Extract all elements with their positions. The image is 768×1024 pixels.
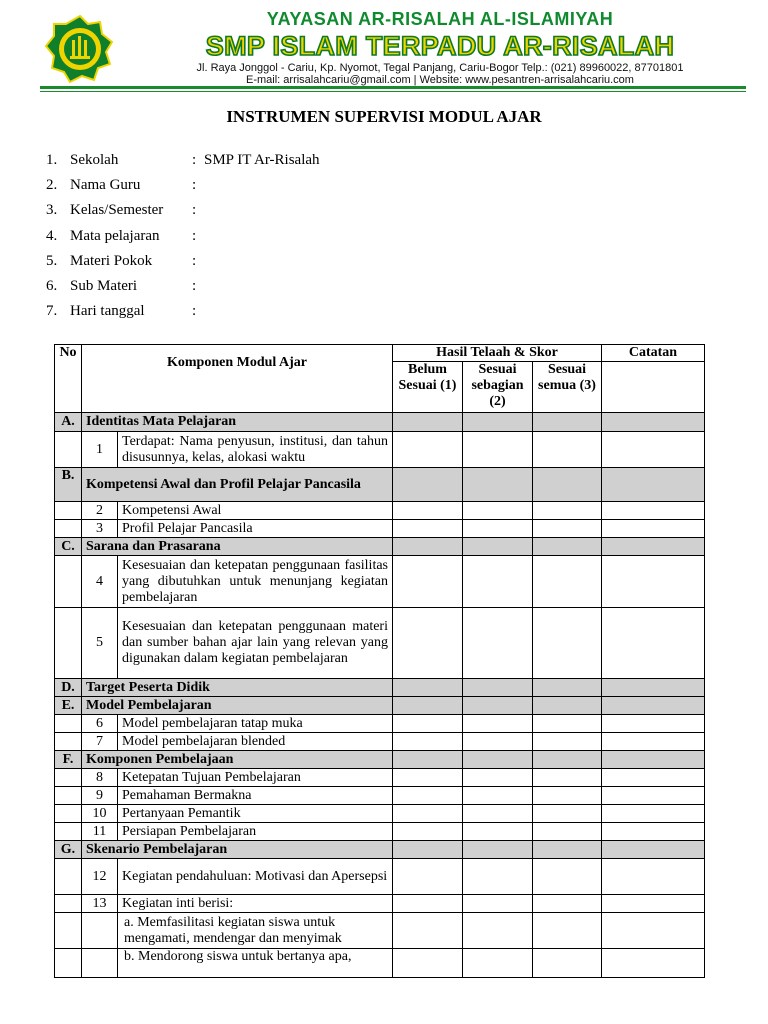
info-list	[46, 152, 320, 328]
document-title: INSTRUMEN SUPERVISI MODUL AJAR	[226, 107, 542, 126]
table-row	[55, 715, 705, 733]
item-text: Ketepatan Tujuan Pembelajaran	[118, 769, 393, 787]
section-letter: G.	[55, 841, 82, 859]
score-cell[interactable]	[393, 841, 463, 859]
score-cell[interactable]	[393, 949, 463, 978]
blank-cell	[55, 502, 82, 520]
blank-cell	[55, 823, 82, 841]
score-cell[interactable]	[463, 769, 533, 787]
info-row	[46, 152, 320, 177]
score-cell[interactable]	[533, 520, 602, 538]
score-cell[interactable]	[463, 556, 533, 608]
info-label: Hari tanggal	[70, 303, 145, 320]
item-number: 3	[82, 520, 118, 538]
score-cell[interactable]	[533, 949, 602, 978]
header-score-3: Sesuai semua (3)	[533, 362, 602, 413]
score-cell[interactable]	[463, 913, 533, 949]
notes-cell[interactable]	[602, 733, 705, 751]
table-row	[55, 502, 705, 520]
blank-cell	[55, 949, 82, 978]
info-row	[46, 177, 320, 202]
info-number: 5.	[46, 252, 58, 269]
notes-cell[interactable]	[602, 413, 705, 432]
letterhead	[130, 8, 750, 86]
table-header-row	[55, 345, 705, 362]
info-label: Sekolah	[70, 152, 119, 168]
school-emblem-icon	[44, 14, 116, 84]
header-no: No	[55, 345, 82, 413]
letterhead-rule	[40, 86, 746, 89]
item-number	[82, 949, 118, 978]
notes-cell[interactable]	[602, 841, 705, 859]
info-colon: :	[192, 177, 197, 194]
item-number: 5	[82, 608, 118, 679]
score-cell[interactable]	[393, 432, 463, 468]
score-cell[interactable]	[463, 413, 533, 432]
notes-cell[interactable]	[602, 715, 705, 733]
item-number: 13	[82, 895, 118, 913]
info-colon: :	[192, 227, 197, 244]
blank-cell	[55, 715, 82, 733]
notes-cell[interactable]	[602, 949, 705, 978]
letterhead-rule-thin	[40, 91, 746, 92]
score-cell[interactable]	[533, 733, 602, 751]
score-cell[interactable]	[533, 538, 602, 556]
score-cell[interactable]	[463, 805, 533, 823]
item-number: 8	[82, 769, 118, 787]
notes-cell[interactable]	[602, 805, 705, 823]
info-number: 2.	[46, 177, 58, 194]
score-cell[interactable]	[463, 859, 533, 895]
notes-cell[interactable]	[602, 859, 705, 895]
score-cell[interactable]	[533, 608, 602, 679]
info-number: 1.	[46, 152, 58, 168]
score-cell[interactable]	[463, 679, 533, 697]
score-cell[interactable]	[533, 697, 602, 715]
score-cell[interactable]	[463, 538, 533, 556]
table-row	[55, 608, 705, 679]
item-number	[82, 913, 118, 949]
score-cell[interactable]	[463, 468, 533, 502]
school-address: Jl. Raya Jonggol - Cariu, Kp. Nyomot, Tegal Panjang, Cariu-Bogor Telp.: (021) 89960022, 87701801	[196, 62, 684, 74]
header-notes: Catatan	[602, 345, 705, 362]
header-score-1: Belum Sesuai (1)	[393, 362, 463, 413]
notes-cell[interactable]	[602, 697, 705, 715]
item-number: 9	[82, 787, 118, 805]
score-cell[interactable]	[463, 787, 533, 805]
score-cell[interactable]	[463, 608, 533, 679]
score-cell[interactable]	[393, 608, 463, 679]
header-notes-empty	[602, 362, 705, 413]
section-title: Kompetensi Awal dan Profil Pelajar Pancasila	[82, 468, 393, 502]
item-text: Model pembelajaran tatap muka	[118, 715, 393, 733]
notes-cell[interactable]	[602, 913, 705, 949]
table-row	[55, 949, 705, 978]
notes-cell[interactable]	[602, 769, 705, 787]
table-row	[55, 769, 705, 787]
section-row	[55, 413, 705, 432]
score-cell[interactable]	[463, 502, 533, 520]
section-title: Sarana dan Prasarana	[82, 538, 393, 556]
section-row	[55, 679, 705, 697]
score-cell[interactable]	[463, 733, 533, 751]
score-cell[interactable]	[463, 520, 533, 538]
score-cell[interactable]	[533, 715, 602, 733]
score-cell[interactable]	[393, 715, 463, 733]
section-title: Target Peserta Didik	[82, 679, 393, 697]
score-cell[interactable]	[533, 859, 602, 895]
table-row	[55, 895, 705, 913]
blank-cell	[55, 432, 82, 468]
blank-cell	[55, 913, 82, 949]
table-row	[55, 823, 705, 841]
item-text: Pemahaman Bermakna	[118, 787, 393, 805]
foundation-name: YAYASAN AR-RISALAH AL-ISLAMIYAH	[266, 9, 614, 29]
notes-cell[interactable]	[602, 787, 705, 805]
section-letter: A.	[55, 413, 82, 432]
score-cell[interactable]	[533, 913, 602, 949]
info-number: 7.	[46, 303, 58, 320]
score-cell[interactable]	[393, 697, 463, 715]
notes-cell[interactable]	[602, 520, 705, 538]
item-text: Kegiatan inti berisi:	[118, 895, 393, 913]
score-cell[interactable]	[533, 556, 602, 608]
info-label: Nama Guru	[70, 177, 141, 194]
score-cell[interactable]	[393, 502, 463, 520]
score-cell[interactable]	[533, 823, 602, 841]
item-number: 6	[82, 715, 118, 733]
info-row	[46, 202, 320, 227]
blank-cell	[55, 733, 82, 751]
item-text: Profil Pelajar Pancasila	[118, 520, 393, 538]
item-number: 7	[82, 733, 118, 751]
info-label: Materi Pokok	[70, 252, 153, 269]
notes-cell[interactable]	[602, 751, 705, 769]
table-row	[55, 859, 705, 895]
blank-cell	[55, 805, 82, 823]
score-cell[interactable]	[393, 769, 463, 787]
score-cell[interactable]	[463, 895, 533, 913]
blank-cell	[55, 787, 82, 805]
section-row	[55, 697, 705, 715]
table-row	[55, 733, 705, 751]
notes-cell[interactable]	[602, 895, 705, 913]
score-cell[interactable]	[393, 413, 463, 432]
info-row	[46, 228, 320, 253]
section-row	[55, 468, 705, 502]
section-row	[55, 751, 705, 769]
school-contact: E-mail: arrisalahcariu@gmail.com | Website: www.pesantren-arrisalahcariu.com	[246, 74, 634, 86]
score-cell[interactable]	[533, 751, 602, 769]
section-row	[55, 538, 705, 556]
section-letter: F.	[55, 751, 82, 769]
score-cell[interactable]	[393, 520, 463, 538]
item-number: 4	[82, 556, 118, 608]
item-number: 11	[82, 823, 118, 841]
table-row	[55, 805, 705, 823]
score-cell[interactable]	[393, 805, 463, 823]
item-text: Kesesuaian dan ketepatan penggunaan fasilitas yang dibutuhkan untuk menunjang kegiatan pembelajaran	[118, 556, 393, 608]
notes-cell[interactable]	[602, 823, 705, 841]
section-title: Komponen Pembelajaan	[82, 751, 393, 769]
info-row	[46, 278, 320, 303]
notes-cell[interactable]	[602, 538, 705, 556]
score-cell[interactable]	[393, 751, 463, 769]
section-letter: E.	[55, 697, 82, 715]
section-title: Skenario Pembelajaran	[82, 841, 393, 859]
notes-cell[interactable]	[602, 432, 705, 468]
table-row	[55, 432, 705, 468]
item-text: b. Mendorong siswa untuk bertanya apa,	[118, 949, 393, 978]
info-row	[46, 303, 320, 328]
score-cell[interactable]	[463, 841, 533, 859]
score-cell[interactable]	[463, 697, 533, 715]
item-text: Pertanyaan Pemantik	[118, 805, 393, 823]
section-letter: D.	[55, 679, 82, 697]
info-colon: :	[192, 252, 197, 269]
info-label: Sub Materi	[70, 277, 138, 294]
table-row	[55, 556, 705, 608]
score-cell[interactable]	[533, 413, 602, 432]
school-logo	[44, 14, 116, 84]
score-cell[interactable]	[533, 432, 602, 468]
info-colon: :	[192, 303, 197, 320]
info-number: 3.	[46, 202, 58, 219]
score-cell[interactable]	[393, 823, 463, 841]
section-row	[55, 841, 705, 859]
score-cell[interactable]	[393, 538, 463, 556]
blank-cell	[55, 608, 82, 679]
score-cell[interactable]	[393, 468, 463, 502]
score-cell[interactable]	[393, 733, 463, 751]
item-text: Persiapan Pembelajaran	[118, 823, 393, 841]
item-text: Kompetensi Awal	[118, 502, 393, 520]
header-result: Hasil Telaah & Skor	[393, 345, 602, 362]
notes-cell[interactable]	[602, 556, 705, 608]
blank-cell	[55, 520, 82, 538]
item-number: 2	[82, 502, 118, 520]
score-cell[interactable]	[393, 913, 463, 949]
notes-cell[interactable]	[602, 468, 705, 502]
item-text: a. Memfasilitasi kegiatan siswa untuk mengamati, mendengar dan menyimak	[118, 913, 393, 949]
info-label: Mata pelajaran	[70, 227, 160, 244]
score-cell[interactable]	[393, 679, 463, 697]
notes-cell[interactable]	[602, 608, 705, 679]
school-name: SMP ISLAM TERPADU AR-RISALAH	[205, 31, 675, 61]
score-cell[interactable]	[533, 502, 602, 520]
notes-cell[interactable]	[602, 679, 705, 697]
score-cell[interactable]	[463, 949, 533, 978]
info-row	[46, 253, 320, 278]
score-cell[interactable]	[393, 556, 463, 608]
info-value: SMP IT Ar-Risalah	[204, 152, 320, 168]
notes-cell[interactable]	[602, 502, 705, 520]
table-row	[55, 913, 705, 949]
item-number: 1	[82, 432, 118, 468]
blank-cell	[55, 769, 82, 787]
section-letter: C.	[55, 538, 82, 556]
score-cell[interactable]	[533, 787, 602, 805]
info-colon: :	[192, 277, 197, 294]
item-text: Model pembelajaran blended	[118, 733, 393, 751]
section-letter: B.	[55, 468, 82, 502]
info-number: 4.	[46, 227, 58, 244]
score-cell[interactable]	[463, 823, 533, 841]
info-colon: :	[192, 202, 197, 219]
score-cell[interactable]	[533, 769, 602, 787]
item-text: Kegiatan pendahuluan: Motivasi dan Apersepsi	[118, 859, 393, 895]
header-component: Komponen Modul Ajar	[82, 345, 393, 413]
item-number: 10	[82, 805, 118, 823]
info-label: Kelas/Semester	[70, 202, 164, 219]
supervision-table	[54, 344, 705, 978]
item-text: Kesesuaian dan ketepatan penggunaan materi dan sumber bahan ajar lain yang relevan yang digunakan dalam kegiatan pembelajaran	[118, 608, 393, 679]
score-cell[interactable]	[533, 679, 602, 697]
score-cell[interactable]	[533, 841, 602, 859]
section-title: Model Pembelajaran	[82, 697, 393, 715]
score-cell[interactable]	[463, 715, 533, 733]
info-colon: :	[192, 152, 197, 168]
score-cell[interactable]	[533, 805, 602, 823]
table-row	[55, 787, 705, 805]
item-text: Terdapat: Nama penyusun, institusi, dan tahun disusunnya, kelas, alokasi waktu	[118, 432, 393, 468]
score-cell[interactable]	[463, 432, 533, 468]
blank-cell	[55, 895, 82, 913]
score-cell[interactable]	[463, 751, 533, 769]
score-cell[interactable]	[393, 859, 463, 895]
score-cell[interactable]	[393, 895, 463, 913]
section-title: Identitas Mata Pelajaran	[82, 413, 393, 432]
score-cell[interactable]	[393, 787, 463, 805]
item-number: 12	[82, 859, 118, 895]
table-row	[55, 520, 705, 538]
score-cell[interactable]	[533, 468, 602, 502]
header-score-2: Sesuai sebagian (2)	[463, 362, 533, 413]
blank-cell	[55, 556, 82, 608]
info-number: 6.	[46, 277, 58, 294]
score-cell[interactable]	[533, 895, 602, 913]
blank-cell	[55, 859, 82, 895]
